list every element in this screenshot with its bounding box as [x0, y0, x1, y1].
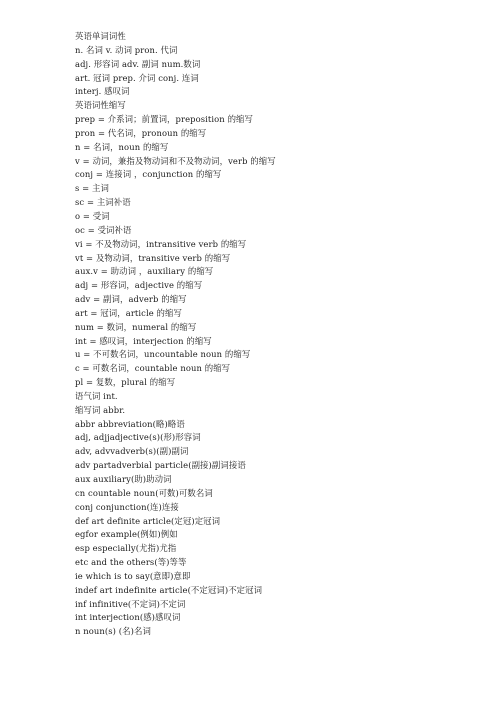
text-line: adv partadverbial particle(副接)副词接语 — [75, 460, 246, 471]
text-line: n noun(s) (名)名词 — [75, 626, 151, 637]
text-line: esp especially(尤指)尤指 — [75, 543, 177, 554]
text-line: n. 名词 v. 动词 pron. 代词 — [75, 44, 178, 55]
text-line: adv, advvadverb(s)(副)副词 — [75, 446, 189, 457]
text-line: indef art indefinite article(不定冠词)不定冠词 — [75, 584, 263, 595]
text-line: num = 数词，numeral 的缩写 — [75, 321, 197, 332]
text-line: abbr abbreviation(略)略语 — [75, 418, 185, 429]
text-line: 缩写词 abbr. — [75, 404, 126, 415]
text-line: oc = 受词补语 — [75, 224, 132, 235]
text-line: adv = 副词，adverb 的缩写 — [75, 294, 187, 305]
text-line: art. 冠词 prep. 介词 conj. 连词 — [75, 72, 199, 83]
text-line: int = 感叹词，interjection 的缩写 — [75, 335, 212, 346]
text-line: v = 动词，兼指及物动词和不及物动词，verb 的缩写 — [75, 155, 276, 166]
text-line: cn countable noun(可数)可数名词 — [75, 487, 213, 498]
text-line: interj. 感叹词 — [75, 86, 130, 97]
text-line: 英语单词词性 — [75, 31, 126, 41]
text-line: egfor example(例如)例如 — [75, 529, 178, 540]
text-line: def art definite article(定冠)定冠词 — [75, 515, 221, 526]
text-line: s = 主词 — [75, 183, 109, 194]
text-line: pron = 代名词，pronoun 的缩写 — [75, 127, 207, 138]
text-line: aux.v = 助动词 ，auxiliary 的缩写 — [75, 266, 214, 277]
text-line: art = 冠词，article 的缩写 — [75, 307, 182, 318]
text-line: 语气词 int. — [75, 390, 118, 401]
text-line: adj, adjjadjective(s)(形)形容词 — [75, 432, 201, 443]
text-line: u = 不可数名词，uncountable noun 的缩写 — [75, 349, 251, 360]
text-line: vi = 不及物动词，intransitive verb 的缩写 — [75, 238, 247, 249]
text-line: 英语词性缩写 — [75, 100, 126, 111]
text-line: etc and the others(等)等等 — [75, 557, 187, 568]
text-line: int interjection(感)感叹词 — [75, 612, 181, 623]
text-line: aux auxiliary(助)助动词 — [75, 474, 172, 484]
text-line: vt = 及物动词，transitive verb 的缩写 — [75, 252, 231, 263]
text-line: c = 可数名词，countable noun 的缩写 — [75, 363, 231, 374]
text-line: o = 受词 — [75, 210, 110, 221]
text-line: n = 名词，noun 的缩写 — [75, 141, 169, 152]
text-line: ie which is to say(意即)意即 — [75, 570, 191, 581]
text-line: adj = 形容词，adjective 的缩写 — [75, 280, 203, 291]
text-line: sc = 主词补语 — [75, 197, 131, 208]
text-line: pl = 复数，plural 的缩写 — [75, 377, 176, 388]
document-body — [75, 30, 465, 639]
text-line: prep = 介系词；前置词，preposition 的缩写 — [75, 114, 253, 125]
text-line: inf infinitive(不定词)不定词 — [75, 598, 186, 609]
text-line: conj conjunction(连)连接 — [75, 501, 179, 512]
text-line: conj = 连接词 ，conjunction 的缩写 — [75, 169, 222, 180]
text-line: adj. 形容词 adv. 副词 num.数词 — [75, 58, 201, 69]
